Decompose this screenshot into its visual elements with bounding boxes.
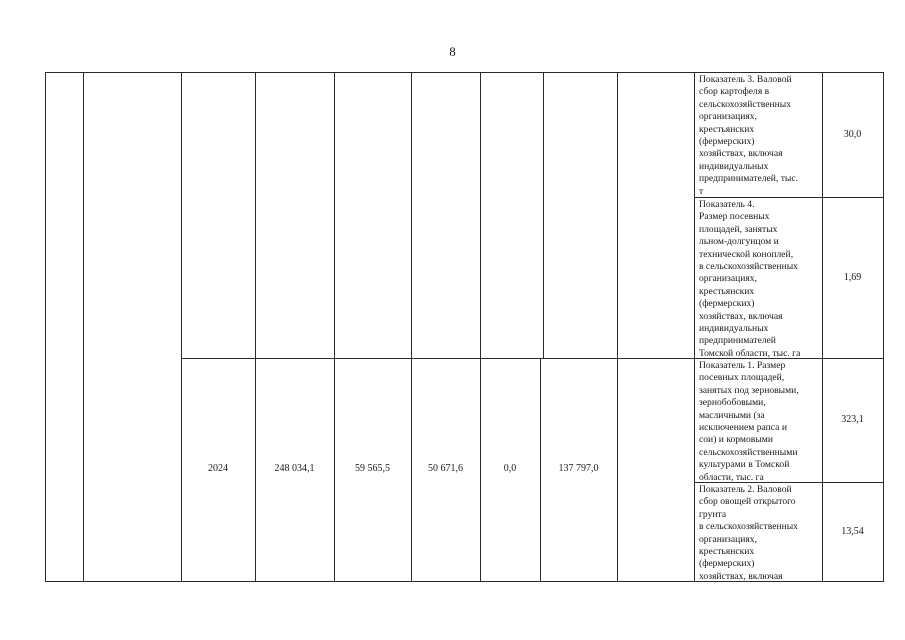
col-divider xyxy=(822,72,823,582)
col-divider xyxy=(694,72,695,582)
col-divider xyxy=(181,72,182,582)
indicator-text: Показатель 3. Валовой сбор картофеля в сельскохозяйственных организациях, крестьянских (фермерских) хозяйствах, включая индивидуальных предпринимателей, тыс. т xyxy=(699,74,799,197)
col-divider xyxy=(411,72,412,358)
indicator-text: Показатель 1. Размер посевных площадей, занятых под зерновыми, зернобобовыми, масличными (за исключением рапса и сои) и кормовыми сельскохозяйственными культурами в Томской области, тыс. га xyxy=(699,360,799,483)
total-cell: 248 034,1 xyxy=(274,463,315,474)
indicator-value: 1,69 xyxy=(843,272,862,283)
col-divider xyxy=(255,72,256,358)
page-number: 8 xyxy=(449,44,456,59)
value-cell: 137 797,0 xyxy=(558,463,599,474)
indicator-value: 323,1 xyxy=(841,414,864,425)
table-right-border xyxy=(883,72,884,582)
indicator-value: 13,54 xyxy=(841,526,864,537)
value-cell: 50 671,6 xyxy=(428,463,463,474)
col-divider xyxy=(83,72,84,582)
col-divider xyxy=(334,72,335,358)
indicator-text: Показатель 4. Размер посевных площадей, занятых льном-долгунцом и технической коноплей, в сельскохозяйственных организациях, крестьянских (фермерских) хозяйствах, включая индивидуальных предпринимателей Томской области, тыс. га xyxy=(699,199,801,359)
indicator-value: 30,0 xyxy=(843,129,862,140)
col-divider xyxy=(617,72,618,582)
value-cell: 59 565,5 xyxy=(355,463,390,474)
indicator-text: Показатель 2. Валовой сбор овощей открытого грунта в сельскохозяйственных организациях, крестьянских (фермерских) хозяйствах, включая xyxy=(699,484,798,582)
col-divider xyxy=(543,72,544,358)
table-top-border xyxy=(45,72,883,73)
table-left-border xyxy=(45,72,46,582)
value-cell: 0,0 xyxy=(503,463,517,474)
col-divider xyxy=(480,72,481,358)
year-cell: 2024 xyxy=(208,463,228,474)
